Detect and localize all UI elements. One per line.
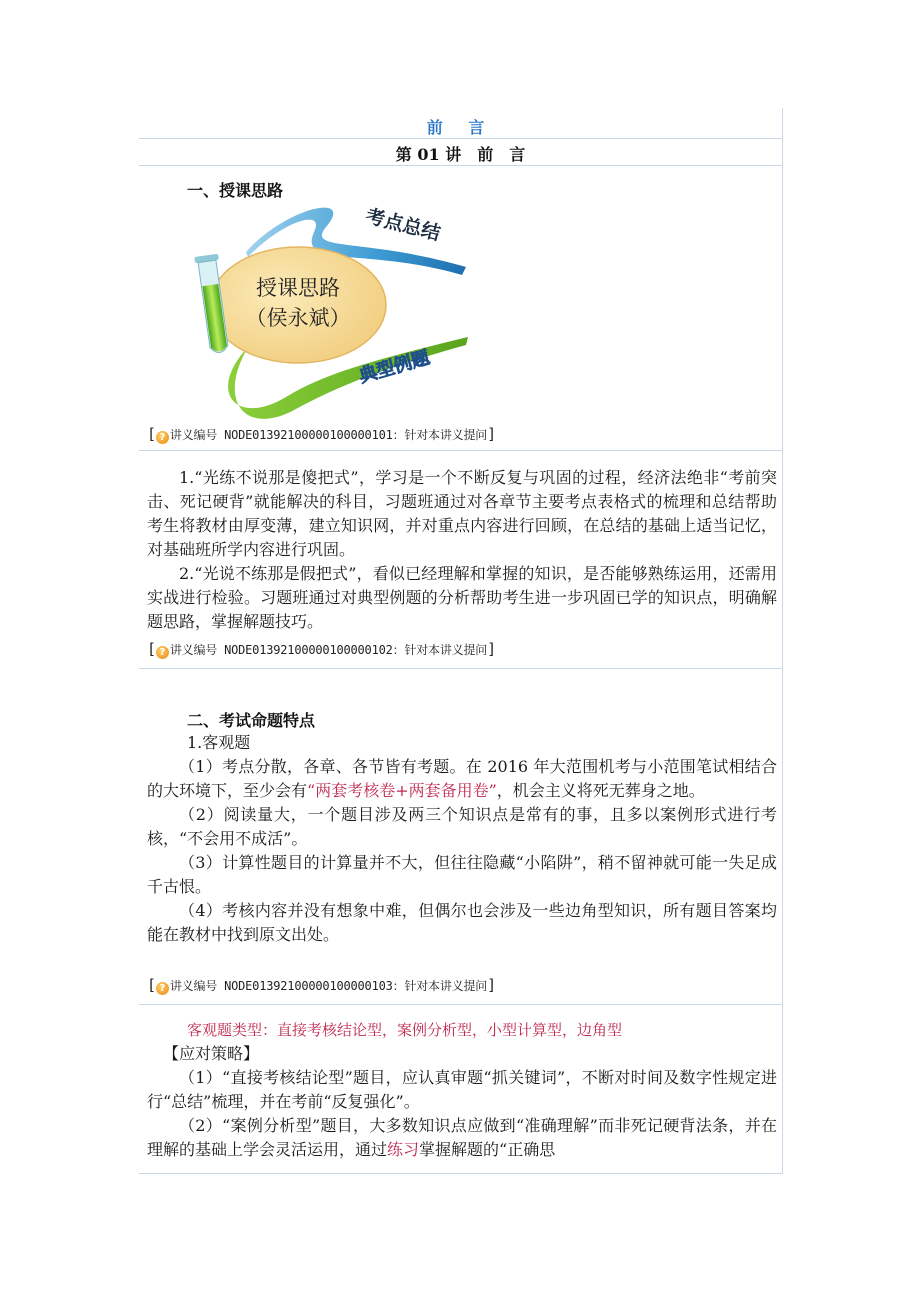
divider [139,138,782,139]
diagram-center-line2: （侯永斌） [245,306,351,330]
divider [139,668,782,669]
question-icon[interactable]: ? [156,431,169,444]
diagram-bottom-label: 典型例题 [356,347,432,388]
lecture-note-link[interactable]: [ ? 讲义编号 NODE01392100000100000103：针对本讲义提问] [147,976,496,994]
feature-item-3: （3）计算性题目的计算量并不大，但往往隐藏“小陷阱”，稍不留神就可能一失足成千古恨。 [147,853,777,896]
teaching-idea-diagram [186,197,476,419]
divider [139,165,782,166]
page-title: 前 言 [426,118,495,137]
highlight-text: “两套考核卷+两套备用卷” [307,781,497,800]
divider [139,450,782,451]
lecture-title: 第 01 讲 前 言 [395,145,526,164]
paragraph-2: 2.“光说不练那是假把式”，看似已经理解和掌握的知识，是否能够熟练运用，还需用实战进行检验。习题班通过对典型例题的分析帮助考生进一步巩固已学的知识点，明确解题思路，掌握解题技巧。 [147,564,777,631]
strategy-block [147,1018,777,1162]
question-types-line: 客观题类型：直接考核结论型，案例分析型，小型计算型，边角型 [187,1021,623,1039]
practice-link[interactable]: 练习 [387,1140,420,1159]
question-icon[interactable]: ? [156,646,169,659]
feature-item-4: （4）考核内容并没有想象中难，但偶尔也会涉及一些边角型知识，所有题目答案均能在教材中找到原文出处。 [147,901,777,944]
divider [139,1173,782,1174]
diagram-top-label: 考点总结 [363,205,443,245]
question-icon[interactable]: ? [156,982,169,995]
strategy-item-2: （2）“案例分析型”题目，大多数知识点应做到“准确理解”而非死记硬背法条，并在理解的基础上学会灵活运用，通过练习掌握解题的“正确思 [147,1116,777,1159]
exam-features-block [147,731,777,947]
section-heading-teaching-idea: 一、授课思路 [187,181,284,200]
strategy-item-1: （1）“直接考核结论型”题目，应认真审题“抓关键词”，不断对时间及数字性规定进行“总结”梳理，并在考前“反复强化”。 [147,1068,777,1111]
paragraph-1: 1.“光练不说那是傻把式”，学习是一个不断反复与巩固的过程，经济法绝非“考前突击、死记硬背”就能解决的科目，习题班通过对各章节主要考点表格式的梳理和总结帮助考生将教材由厚变薄，建立知识网，并对重点内容进行回顾，在总结的基础上适当记忆，对基础班所学内容进行巩固。 [147,468,777,559]
subheading-objective: 1.客观题 [187,733,251,752]
section-heading-exam-features: 二、考试命题特点 [187,711,316,730]
lecture-note-link[interactable]: [ ? 讲义编号 NODE01392100000100000102：针对本讲义提问] [147,640,496,658]
feature-item-1: （1）考点分散，各章、各节皆有考题。在 2016 年大范围机考与小范围笔试相结合的大环境下，至少会有“两套考核卷+两套备用卷”，机会主义将死无葬身之地。 [147,757,777,800]
lecture-note-link[interactable]: [ ? 讲义编号 NODE01392100000100000101：针对本讲义提问] [147,425,496,443]
diagram-center-line1: 授课思路 [256,276,340,300]
strategy-label: 【应对策略】 [163,1044,260,1063]
center-ellipse [210,247,386,363]
divider [139,1004,782,1005]
feature-item-2: （2）阅读量大，一个题目涉及两三个知识点是常有的事，且多以案例形式进行考核，“不会用不成活”。 [147,805,777,848]
paragraph-block [147,466,777,634]
